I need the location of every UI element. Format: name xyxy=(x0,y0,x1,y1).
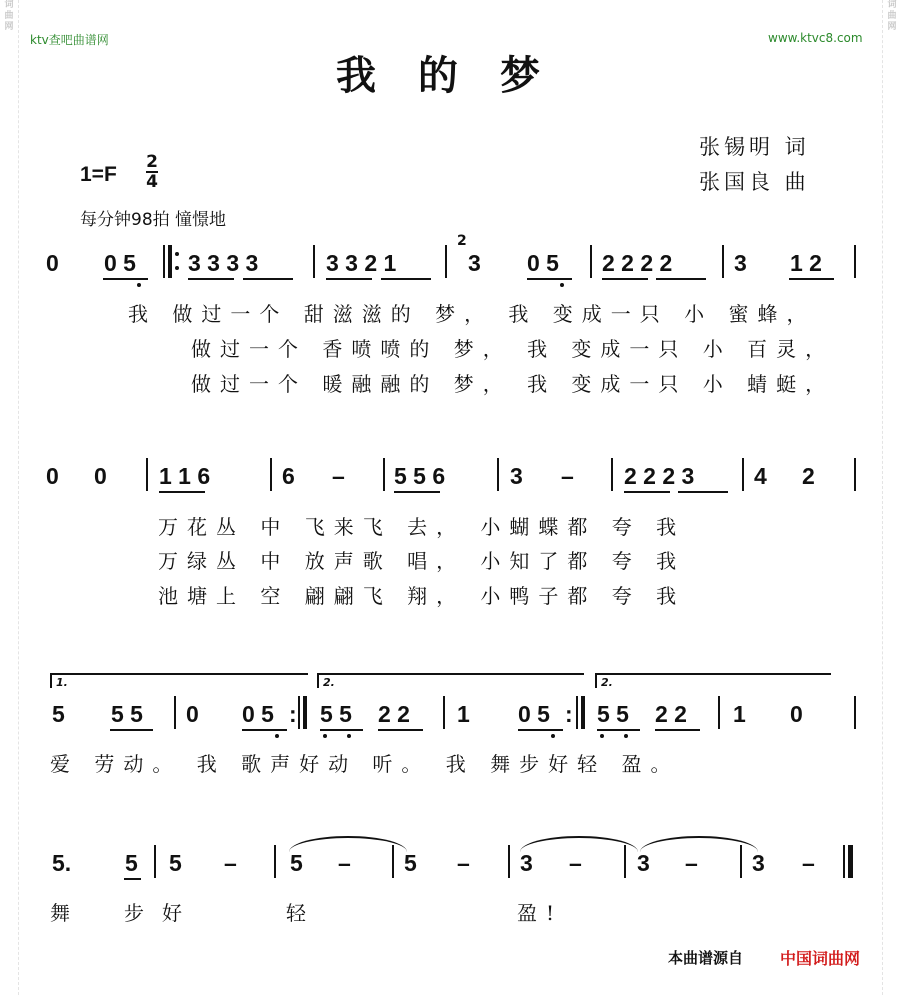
underline xyxy=(527,278,572,280)
repeat-end: : xyxy=(565,701,573,727)
note: 5 5 xyxy=(320,701,352,727)
time-signature-bottom: 4 xyxy=(146,172,158,192)
underline xyxy=(110,729,153,731)
note: 0 xyxy=(186,701,199,727)
barline xyxy=(722,245,724,278)
final-barline xyxy=(843,845,845,878)
meter-change: 2 xyxy=(457,233,467,249)
right-watermark: www.ktvc8.com xyxy=(768,31,863,45)
low-octave-dot xyxy=(275,734,279,738)
barline xyxy=(590,245,592,278)
note: 2 2 2 2 xyxy=(602,250,673,276)
volta-bracket xyxy=(595,673,831,688)
note: 3 3 2 1 xyxy=(326,250,397,276)
barline xyxy=(163,245,165,278)
note: 5 5 6 xyxy=(394,463,446,489)
underline xyxy=(656,278,706,280)
underline xyxy=(103,278,148,280)
low-octave-dot xyxy=(560,283,564,287)
dash: – xyxy=(338,850,351,876)
lyric-line-3: 池塘上 空 翩翩飞 翔， 小鸭子都 夸 我 xyxy=(158,584,686,608)
lyric-syllable: 步好 xyxy=(124,901,200,925)
note: 1 1 6 xyxy=(159,463,211,489)
note: 3 xyxy=(520,850,533,876)
underline xyxy=(394,491,440,493)
note: 5 xyxy=(290,850,303,876)
left-watermark: ktv查吧曲谱网 xyxy=(30,33,109,47)
barline xyxy=(303,696,307,729)
barline xyxy=(854,458,856,491)
final-barline xyxy=(848,845,853,878)
underline xyxy=(326,278,372,280)
barline xyxy=(298,696,300,729)
repeat-dot xyxy=(175,252,179,256)
note: 2 2 xyxy=(655,701,687,727)
note: 0 xyxy=(46,250,59,276)
note: 0 xyxy=(46,463,59,489)
time-signature xyxy=(146,153,158,191)
note: 5 5 xyxy=(111,701,143,727)
note: 3 3 3 3 xyxy=(188,250,259,276)
barline xyxy=(392,845,394,878)
note: 5 xyxy=(169,850,182,876)
note: 1 xyxy=(457,701,470,727)
composer-credit: 张国良 曲 xyxy=(699,170,810,194)
low-octave-dot xyxy=(551,734,555,738)
dash: – xyxy=(224,850,237,876)
note: 6 xyxy=(282,463,295,489)
barline xyxy=(146,458,148,491)
underline xyxy=(242,729,287,731)
note: 0 5 xyxy=(518,701,550,727)
underline xyxy=(381,278,431,280)
note: 4 xyxy=(754,463,767,489)
underline xyxy=(378,729,423,731)
barline xyxy=(508,845,510,878)
barline xyxy=(313,245,315,278)
lyric-syllable: 盈! xyxy=(517,901,564,925)
barline xyxy=(174,696,176,729)
barline xyxy=(854,696,856,729)
note: 1 xyxy=(733,701,746,727)
lyricist-credit: 张锡明 词 xyxy=(699,135,810,159)
note: 3 xyxy=(734,250,747,276)
dash: – xyxy=(457,850,470,876)
underline xyxy=(624,491,670,493)
note: 0 5 xyxy=(242,701,274,727)
note: 0 5 xyxy=(104,250,136,276)
underline xyxy=(159,491,205,493)
low-octave-dot xyxy=(347,734,351,738)
barline xyxy=(383,458,385,491)
barline xyxy=(576,696,578,729)
underline xyxy=(655,729,700,731)
barline xyxy=(740,845,742,878)
underline xyxy=(124,878,141,880)
tempo-marking: 每分钟98拍 憧憬地 xyxy=(80,210,227,230)
lyric-line-2: 万绿丛 中 放声歌 唱， 小知了都 夸 我 xyxy=(158,549,686,573)
note: 2 xyxy=(802,463,815,489)
note: 3 xyxy=(637,850,650,876)
underline xyxy=(320,729,363,731)
note: 1 2 xyxy=(790,250,822,276)
note: 2 2 xyxy=(378,701,410,727)
barline xyxy=(581,696,585,729)
barline xyxy=(854,245,856,278)
lyric-line-1: 万花丛 中 飞来飞 去， 小蝴蝶都 夸 我 xyxy=(158,515,686,539)
side-watermark-left: 词 曲 网 xyxy=(0,0,19,995)
lyric-syllable: 舞 xyxy=(50,901,79,925)
low-octave-dot xyxy=(137,283,141,287)
dash: – xyxy=(332,463,345,489)
time-signature-top: 2 xyxy=(146,152,158,172)
note: 3 xyxy=(468,250,481,276)
repeat-end: : xyxy=(289,701,297,727)
dash: – xyxy=(685,850,698,876)
barline xyxy=(443,696,445,729)
low-octave-dot xyxy=(624,734,628,738)
low-octave-dot xyxy=(600,734,604,738)
key-signature: 1=F xyxy=(80,163,117,186)
note: 5. xyxy=(52,850,72,876)
lyric-line-3: 做过一个 暖融融的 梦， 我 变成一只 小 蜻蜓， xyxy=(191,372,835,396)
note: 0 xyxy=(790,701,803,727)
lyric-syllable: 轻 xyxy=(286,901,315,925)
underline xyxy=(518,729,563,731)
source-label: 本曲谱源自 xyxy=(668,949,744,967)
note: 5 5 xyxy=(597,701,629,727)
underline xyxy=(188,278,234,280)
note: 5 xyxy=(52,701,65,727)
note: 2 2 2 3 xyxy=(624,463,695,489)
note: 5 xyxy=(125,850,138,876)
underline xyxy=(597,729,640,731)
dash: – xyxy=(561,463,574,489)
underline xyxy=(243,278,293,280)
barline xyxy=(624,845,626,878)
note: 5 xyxy=(404,850,417,876)
note: 3 xyxy=(752,850,765,876)
barline xyxy=(611,458,613,491)
page-title: 我的梦 xyxy=(336,52,582,99)
repeat-dot xyxy=(175,266,179,270)
side-watermark-right: 词 曲 网 xyxy=(882,0,901,995)
barline xyxy=(742,458,744,491)
barline xyxy=(154,845,156,878)
volta-bracket xyxy=(317,673,584,688)
barline xyxy=(718,696,720,729)
note: 0 5 xyxy=(527,250,559,276)
volta-label: 1. xyxy=(56,676,68,689)
volta-label: 2. xyxy=(601,676,613,689)
barline xyxy=(497,458,499,491)
barline xyxy=(270,458,272,491)
underline xyxy=(602,278,648,280)
lyric-line-1: 我 做过一个 甜滋滋的 梦， 我 变成一只 小 蜜蜂， xyxy=(128,302,816,326)
volta-bracket xyxy=(50,673,308,688)
lyric-line-2: 做过一个 香喷喷的 梦， 我 变成一只 小 百灵， xyxy=(191,337,835,361)
lyric-line: 爱 劳动。 我 歌声好动 听。 我 舞步好轻 盈。 xyxy=(50,752,680,776)
volta-label: 2. xyxy=(323,676,335,689)
barline xyxy=(168,245,172,278)
note: 0 xyxy=(94,463,107,489)
low-octave-dot xyxy=(323,734,327,738)
dash: – xyxy=(802,850,815,876)
barline xyxy=(445,245,447,278)
note: 3 xyxy=(510,463,523,489)
underline xyxy=(789,278,834,280)
underline xyxy=(678,491,728,493)
barline xyxy=(274,845,276,878)
site-link[interactable]: 中国词曲网 xyxy=(780,949,861,968)
dash: – xyxy=(569,850,582,876)
